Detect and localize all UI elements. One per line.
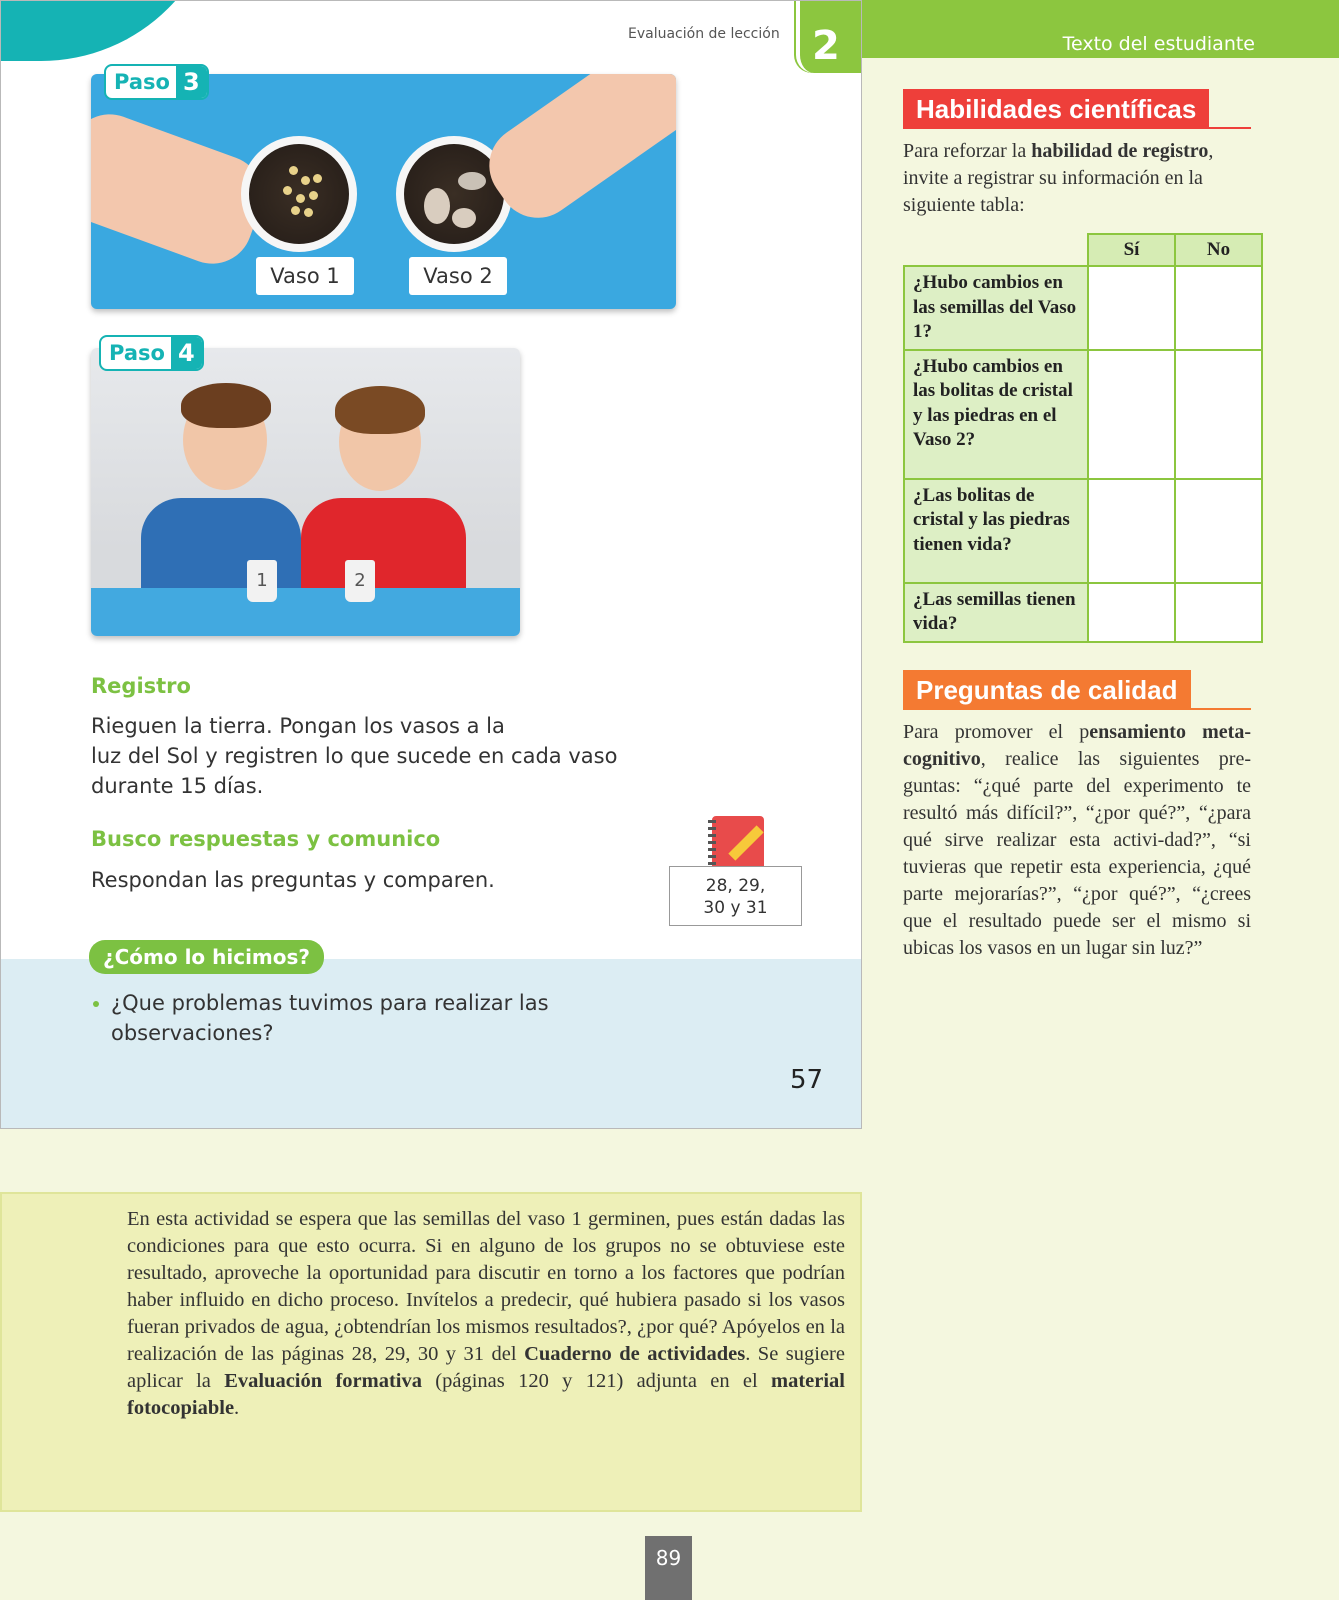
step-word: Paso — [114, 70, 170, 94]
table-row — [904, 479, 1262, 583]
step-number: 3 — [176, 66, 207, 98]
guide-header-bar — [862, 0, 1339, 58]
intro-bold: habilidad de registro — [1031, 140, 1209, 162]
lesson-number: 2 — [812, 23, 840, 69]
bullet-icon — [93, 1001, 99, 1007]
student-page-number: 57 — [790, 1065, 824, 1095]
register-table — [903, 233, 1263, 643]
answer-cell-no[interactable] — [1175, 479, 1262, 583]
table-row — [904, 583, 1262, 642]
question-cell: ¿Las bolitas de cristal y las piedras tienen vida? — [904, 479, 1088, 583]
step-number: 4 — [171, 337, 202, 369]
table-surface — [91, 588, 520, 636]
answer-cell-no[interactable] — [1175, 266, 1262, 350]
note-bold: Cuaderno de actividades — [524, 1343, 746, 1365]
intro-text: , invite a registrar su información en la siguiente tabla: — [903, 140, 1214, 216]
answer-cell-yes[interactable] — [1088, 266, 1175, 350]
student-page — [0, 0, 862, 1129]
preguntas-rule — [903, 708, 1251, 710]
habilidades-rule — [903, 127, 1251, 129]
answer-cell-yes[interactable] — [1088, 350, 1175, 479]
preguntas-text-part: , realice las siguientes pre-guntas: “¿qué parte del experimento te resultó más difícil?”, “¿por qué?”, “¿para qué sirve realizar esta activi-dad?”, “si tuvieras que repetir esta experiencia, ¿qué parte mejorarías?”, “¿por qué?”, “¿crees que el resultado puede ser el mismo si ubicas los vasos en un lugar sin luz?” — [903, 748, 1251, 959]
preguntas-title: Preguntas de calidad — [903, 670, 1191, 710]
step-3-badge — [104, 64, 209, 100]
busco-body: Respondan las preguntas y comparen. — [91, 868, 495, 892]
question-cell: ¿Las semillas tienen vida? — [904, 583, 1088, 642]
note-text-part: (páginas 120 y 121) adjunta en el — [422, 1370, 771, 1392]
question-cell: ¿Hubo cambios en las bolitas de cristal y las piedras en el Vaso 2? — [904, 350, 1088, 479]
step-4-photo — [91, 348, 520, 636]
step-word: Paso — [109, 341, 165, 365]
table-corner — [904, 234, 1088, 266]
habilidades-title: Habilidades científicas — [903, 89, 1209, 129]
teal-corner-decoration — [0, 0, 221, 61]
note-text-part: . Se sugiere aplicar la — [127, 1343, 845, 1392]
girl-hair — [335, 386, 425, 434]
answer-cell-no[interactable] — [1175, 350, 1262, 479]
intro-text: Para reforzar la — [903, 140, 1032, 162]
preguntas-text-part: Para promover el p — [903, 721, 1090, 743]
preguntas-bold: ensamiento meta-cognitivo — [903, 721, 1251, 770]
busco-heading: Busco respuestas y comunico — [91, 827, 441, 851]
step-4-badge — [99, 335, 204, 371]
guide-header-label: Texto del estudiante — [1062, 33, 1255, 55]
boy-hair — [181, 383, 271, 428]
note-bold: material fotocopiable — [127, 1370, 845, 1419]
registro-heading: Registro — [91, 674, 191, 698]
como-question-line: observaciones? — [111, 1021, 274, 1045]
notebook-pages-line: 28, 29, — [705, 876, 766, 896]
column-header-no: No — [1175, 234, 1262, 266]
habilidades-intro — [903, 138, 1251, 219]
registro-line: luz del Sol y registren lo que sucede en cada vaso — [91, 744, 618, 768]
note-bold: Evaluación formativa — [224, 1370, 422, 1392]
notebook-pages-line: 30 y 31 — [703, 898, 768, 918]
table-row — [904, 266, 1262, 350]
small-cup-1: 1 — [247, 560, 277, 602]
cup-1-image — [241, 136, 357, 252]
note-text-part: En esta actividad se espera que las semillas del vaso 1 germinen, pues están dadas las condiciones para que esto ocurra. Si en alguno de los grupos no se obtuviese este resultado, aproveche la oportunidad para discutir en torno a los factores que podrían haber influido en dicho proceso. Invítelos a predecir, qué hubiera pasado si los vasos fueran privados de agua, ¿obtendrían los mismos resultados?, ¿por qué? Apóyelos en la realización de las páginas 28, 29, 30 y 31 del — [127, 1208, 845, 1365]
como-lo-hicimos-badge: ¿Cómo lo hicimos? — [89, 940, 324, 974]
answer-cell-yes[interactable] — [1088, 583, 1175, 642]
registro-body — [91, 711, 617, 801]
registro-line: durante 15 días. — [91, 774, 264, 798]
como-question-line: ¿Que problemas tuvimos para realizar las — [111, 991, 549, 1015]
note-text-part: . — [234, 1397, 240, 1419]
registro-line: Rieguen la tierra. Pongan los vasos a la — [91, 714, 505, 738]
cup-2-label: Vaso 2 — [409, 257, 507, 295]
step-3-photo — [91, 74, 676, 309]
como-question — [111, 988, 549, 1048]
cup-1-label: Vaso 1 — [256, 257, 354, 295]
notebook-pages-box — [669, 866, 802, 926]
answer-cell-no[interactable] — [1175, 583, 1262, 642]
column-header-yes: Sí — [1088, 234, 1175, 266]
table-row — [904, 350, 1262, 479]
small-cup-2: 2 — [345, 560, 375, 602]
lesson-number-tab — [796, 1, 862, 73]
answer-cell-yes[interactable] — [1088, 479, 1175, 583]
guide-page-number: 89 — [645, 1536, 692, 1600]
question-cell: ¿Hubo cambios en las semillas del Vaso 1? — [904, 266, 1088, 350]
preguntas-text — [903, 719, 1251, 962]
teacher-note-text — [127, 1206, 845, 1422]
lesson-label: Evaluación de lección — [628, 26, 780, 42]
